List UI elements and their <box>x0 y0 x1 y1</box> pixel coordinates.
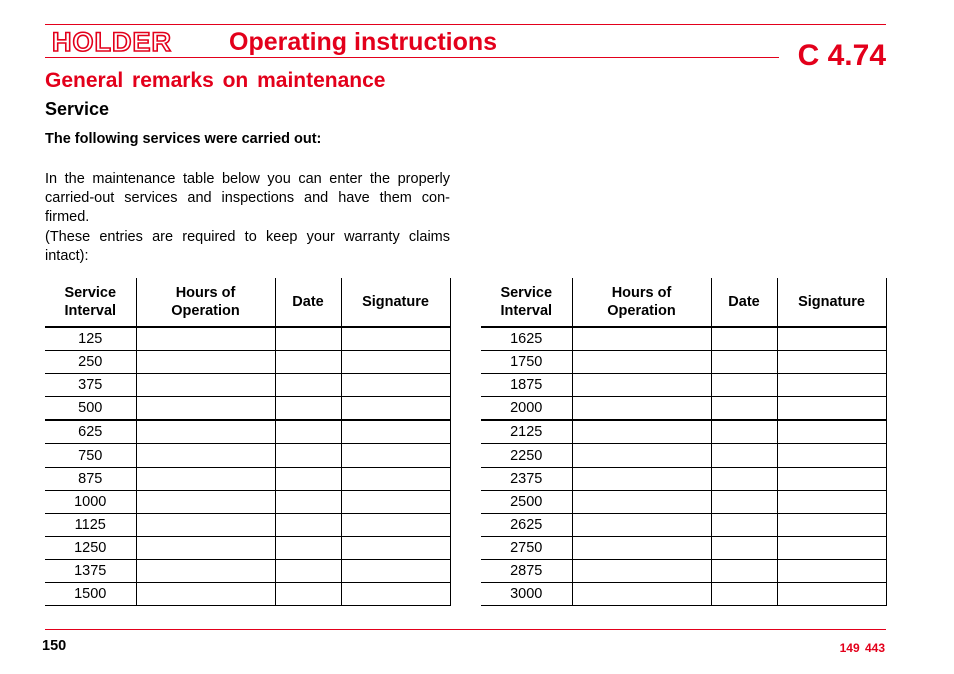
lead-text: The following services were carried out: <box>45 131 322 147</box>
hours-cell[interactable] <box>136 536 275 559</box>
date-cell[interactable] <box>711 327 777 351</box>
date-cell[interactable] <box>275 420 341 444</box>
hours-cell[interactable] <box>572 420 711 444</box>
service-interval-cell: 375 <box>45 374 136 397</box>
date-cell[interactable] <box>275 513 341 536</box>
hours-cell[interactable] <box>136 444 275 467</box>
table-row <box>45 467 450 490</box>
footer-rule <box>45 629 886 630</box>
service-interval-cell: 1250 <box>45 536 136 559</box>
signature-cell[interactable] <box>777 374 886 397</box>
paragraph-warranty: (These entries are required to keep your warranty claims intact): <box>45 228 450 264</box>
date-cell[interactable] <box>711 420 777 444</box>
signature-cell[interactable] <box>777 536 886 559</box>
hours-cell[interactable] <box>572 397 711 421</box>
header-rule-top <box>45 24 886 25</box>
table-row <box>481 351 886 374</box>
page-number: 150 <box>42 638 67 654</box>
signature-cell[interactable] <box>341 513 450 536</box>
maintenance-table-right <box>481 278 887 606</box>
service-interval-cell: 125 <box>45 327 136 351</box>
table-row <box>45 536 450 559</box>
service-interval-cell: 1000 <box>45 490 136 513</box>
table-row <box>481 559 886 582</box>
body-text <box>45 170 450 266</box>
date-cell[interactable] <box>711 444 777 467</box>
date-cell[interactable] <box>275 559 341 582</box>
table-row <box>45 327 450 351</box>
date-cell[interactable] <box>711 467 777 490</box>
table-row <box>45 559 450 582</box>
table-row <box>45 420 450 444</box>
hours-cell[interactable] <box>136 559 275 582</box>
table-row <box>481 444 886 467</box>
document-number: 149 443 <box>839 641 885 655</box>
service-interval-cell: 2250 <box>481 444 572 467</box>
date-cell[interactable] <box>275 444 341 467</box>
hours-cell[interactable] <box>136 490 275 513</box>
header-title: Operating instructions <box>229 28 498 56</box>
table-row <box>481 420 886 444</box>
table-row <box>481 467 886 490</box>
table-row <box>45 513 450 536</box>
service-interval-cell: 2750 <box>481 536 572 559</box>
date-cell[interactable] <box>711 559 777 582</box>
table-row <box>481 536 886 559</box>
signature-cell[interactable] <box>341 583 450 606</box>
header-rule-bottom <box>45 57 779 58</box>
col-signature: Signature <box>341 278 450 327</box>
date-cell[interactable] <box>711 351 777 374</box>
col-service-interval: Service Interval <box>481 278 572 327</box>
signature-cell[interactable] <box>777 351 886 374</box>
col-hours-of-operation: Hours of Operation <box>572 278 711 327</box>
table-row <box>481 374 886 397</box>
service-interval-cell: 625 <box>45 420 136 444</box>
table-row <box>45 583 450 606</box>
hours-cell[interactable] <box>136 420 275 444</box>
service-interval-cell: 3000 <box>481 583 572 606</box>
service-interval-cell: 2375 <box>481 467 572 490</box>
page-code: C 4.74 <box>797 39 886 72</box>
col-service-interval: Service Interval <box>45 278 136 327</box>
signature-cell[interactable] <box>341 559 450 582</box>
hours-cell[interactable] <box>572 444 711 467</box>
service-interval-cell: 2500 <box>481 490 572 513</box>
date-cell[interactable] <box>275 327 341 351</box>
hours-cell[interactable] <box>136 374 275 397</box>
service-interval-cell: 1875 <box>481 374 572 397</box>
table-header-row <box>45 278 450 327</box>
hours-cell[interactable] <box>572 490 711 513</box>
date-cell[interactable] <box>711 397 777 421</box>
hours-cell[interactable] <box>136 467 275 490</box>
hours-cell[interactable] <box>572 536 711 559</box>
service-interval-cell: 1500 <box>45 583 136 606</box>
signature-cell[interactable] <box>777 444 886 467</box>
signature-cell[interactable] <box>777 420 886 444</box>
signature-cell[interactable] <box>341 351 450 374</box>
hours-cell[interactable] <box>136 327 275 351</box>
hours-cell[interactable] <box>136 583 275 606</box>
service-interval-cell: 1375 <box>45 559 136 582</box>
signature-cell[interactable] <box>777 583 886 606</box>
date-cell[interactable] <box>711 536 777 559</box>
signature-cell[interactable] <box>341 536 450 559</box>
signature-cell[interactable] <box>341 327 450 351</box>
service-interval-cell: 750 <box>45 444 136 467</box>
service-interval-cell: 2625 <box>481 513 572 536</box>
table-header-row <box>481 278 886 327</box>
service-interval-cell: 2125 <box>481 420 572 444</box>
hours-cell[interactable] <box>572 351 711 374</box>
table-row <box>45 444 450 467</box>
signature-cell[interactable] <box>341 490 450 513</box>
table-row <box>45 351 450 374</box>
signature-cell[interactable] <box>777 559 886 582</box>
date-cell[interactable] <box>711 513 777 536</box>
paragraph-intro: In the maintenance table below you can enter the properly carried-out services and inspections and have them con-firmed. <box>45 171 450 226</box>
col-signature: Signature <box>777 278 886 327</box>
hours-cell[interactable] <box>136 513 275 536</box>
table-row <box>481 583 886 606</box>
date-cell[interactable] <box>275 583 341 606</box>
maintenance-table-left <box>45 278 451 606</box>
col-date: Date <box>275 278 341 327</box>
hours-cell[interactable] <box>572 513 711 536</box>
service-interval-cell: 250 <box>45 351 136 374</box>
date-cell[interactable] <box>275 397 341 421</box>
date-cell[interactable] <box>275 536 341 559</box>
service-interval-cell: 1125 <box>45 513 136 536</box>
signature-cell[interactable] <box>777 397 886 421</box>
table-row <box>481 397 886 421</box>
section-title: General remarks on maintenance <box>45 69 386 92</box>
service-interval-cell: 500 <box>45 397 136 421</box>
date-cell[interactable] <box>711 490 777 513</box>
date-cell[interactable] <box>275 467 341 490</box>
col-date: Date <box>711 278 777 327</box>
service-interval-cell: 875 <box>45 467 136 490</box>
holder-logo: HOLDER <box>52 27 172 57</box>
signature-cell[interactable] <box>777 513 886 536</box>
service-interval-cell: 1625 <box>481 327 572 351</box>
sub-title: Service <box>45 99 110 119</box>
table-row <box>45 490 450 513</box>
hours-cell[interactable] <box>572 374 711 397</box>
hours-cell[interactable] <box>572 327 711 351</box>
signature-cell[interactable] <box>341 420 450 444</box>
date-cell[interactable] <box>275 374 341 397</box>
table-row <box>481 327 886 351</box>
date-cell[interactable] <box>275 351 341 374</box>
date-cell[interactable] <box>711 583 777 606</box>
service-interval-cell: 1750 <box>481 351 572 374</box>
hours-cell[interactable] <box>572 467 711 490</box>
service-interval-cell: 2000 <box>481 397 572 421</box>
table-row <box>45 374 450 397</box>
signature-cell[interactable] <box>341 444 450 467</box>
signature-cell[interactable] <box>777 327 886 351</box>
signature-cell[interactable] <box>777 490 886 513</box>
service-interval-cell: 2875 <box>481 559 572 582</box>
date-cell[interactable] <box>275 490 341 513</box>
hours-cell[interactable] <box>572 559 711 582</box>
signature-cell[interactable] <box>341 397 450 421</box>
table-row <box>45 397 450 421</box>
signature-cell[interactable] <box>341 467 450 490</box>
signature-cell[interactable] <box>341 374 450 397</box>
col-hours-of-operation: Hours of Operation <box>136 278 275 327</box>
table-row <box>481 490 886 513</box>
table-row <box>481 513 886 536</box>
signature-cell[interactable] <box>777 467 886 490</box>
hours-cell[interactable] <box>136 351 275 374</box>
hours-cell[interactable] <box>572 583 711 606</box>
date-cell[interactable] <box>711 374 777 397</box>
hours-cell[interactable] <box>136 397 275 421</box>
